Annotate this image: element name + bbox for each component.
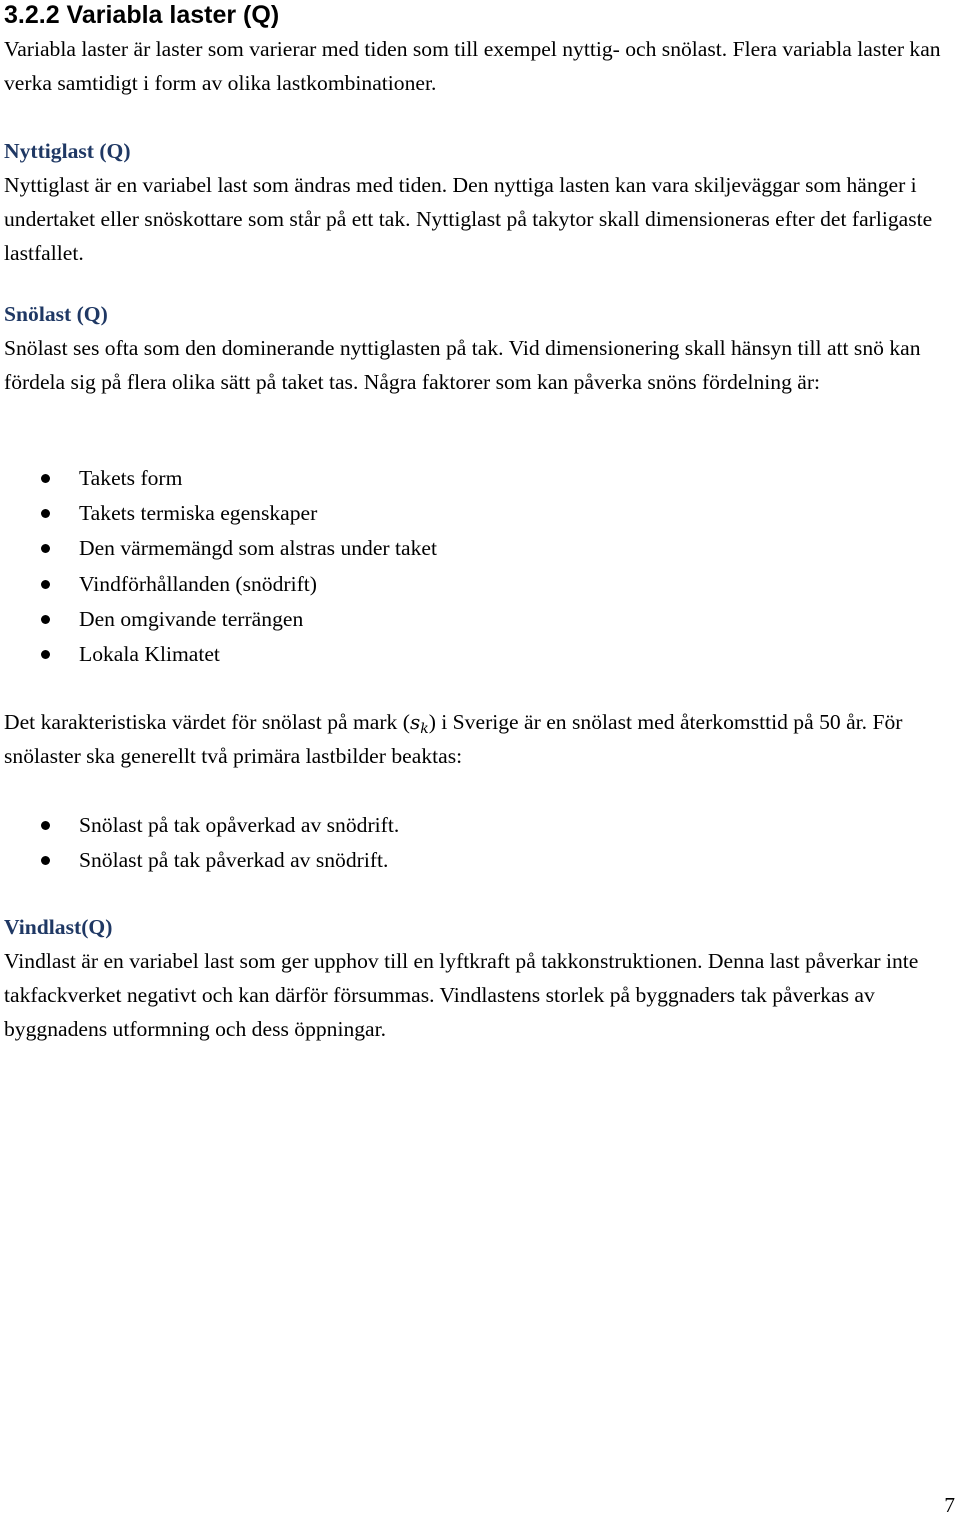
vindlast-section: [4, 910, 954, 1046]
bullet-icon: [41, 544, 50, 553]
snolast-paragraph: Snölast ses ofta som den dominerande nyttiglasten på tak. Vid dimensionering skall hänsyn till att snö kan fördela sig på flera olika sätt på taket tas. Några faktorer som kan påverka snöns fördelning är:: [4, 336, 921, 394]
intro-paragraph-block: [4, 32, 954, 100]
bullet-icon: [41, 650, 50, 659]
list-item: Den omgivande terrängen: [0, 602, 950, 637]
snow-load-symbol: $s_k$: [409, 710, 429, 737]
list-item: Takets form: [0, 461, 950, 496]
list-item: Snölast på tak påverkad av snödrift.: [0, 843, 950, 878]
bullet-icon: [41, 509, 50, 518]
nyttiglast-section: [4, 134, 954, 270]
section-title: 3.2.2 Variabla laster (Q): [4, 1, 280, 29]
bullet-icon: [41, 615, 50, 624]
characteristic-value-paragraph: Det karakteristiska värdet för snölast på mark $(s_k)$ i Sverige är en snölast med återkomsttid på 50 år. För snölaster ska generellt två primära lastbilder beaktas:: [4, 710, 903, 768]
list-item: Snölast på tak opåverkad av snödrift.: [0, 808, 950, 843]
list-item: Vindförhållanden (snödrift): [0, 567, 950, 602]
snolast-section: [4, 297, 954, 399]
bullet-icon: [41, 856, 50, 865]
nyttiglast-paragraph: Nyttiglast är en variabel last som ändras med tiden. Den nyttiga lasten kan vara skiljeväggar som hänger i undertaket eller snöskottare som står på ett tak. Nyttiglast på takytor skall dimensioneras efter det farligaste lastfallet.: [4, 173, 933, 265]
load-cases-list: [0, 808, 950, 878]
list-item: Takets termiska egenskaper: [0, 496, 950, 531]
characteristic-value-block: [4, 705, 954, 773]
snolast-heading: Snölast (Q): [4, 302, 108, 326]
bullet-icon: [41, 474, 50, 483]
bullet-icon: [41, 821, 50, 830]
vindlast-heading: Vindlast(Q): [4, 915, 113, 939]
list-item: Den värmemängd som alstras under taket: [0, 531, 950, 566]
list-item: Lokala Klimatet: [0, 637, 950, 672]
intro-paragraph: Variabla laster är laster som varierar med tiden som till exempel nyttig- och snölast. Flera variabla laster kan verka samtidigt i form av olika lastkombinationer.: [4, 37, 941, 95]
bullet-icon: [41, 580, 50, 589]
snow-factors-list: [0, 461, 950, 672]
page-number: 7: [944, 1493, 955, 1517]
nyttiglast-heading: Nyttiglast (Q): [4, 139, 131, 163]
vindlast-paragraph: Vindlast är en variabel last som ger upphov till en lyftkraft på takkonstruktionen. Denna last påverkar inte takfackverket negativt och kan därför försummas. Vindlastens storlek på byggnaders tak påverkas av byggnadens utformning och dess öppningar.: [4, 949, 919, 1041]
